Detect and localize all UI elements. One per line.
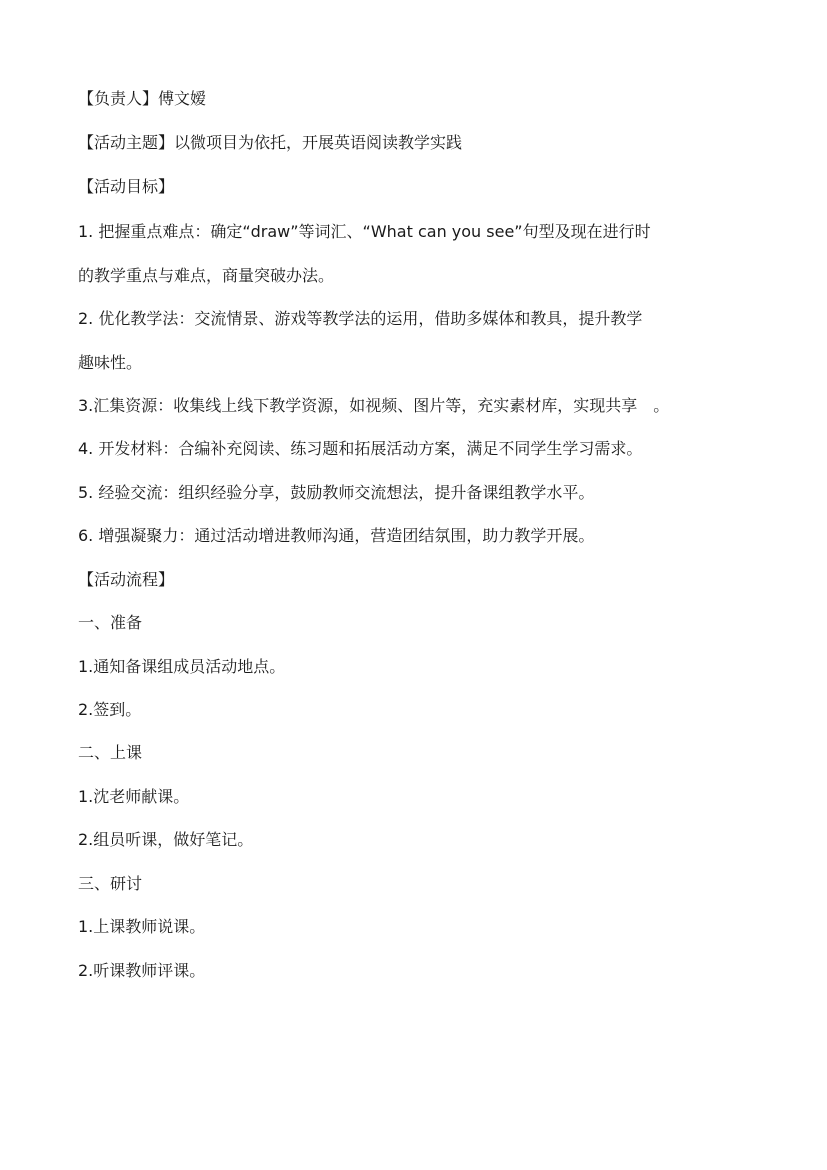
activity-goals-heading: 【活动目标】: [78, 177, 175, 196]
prepare-item-2: 2.签到。: [78, 700, 142, 719]
activity-theme-line: 【活动主题】以微项目为依托，开展英语阅读教学实践: [78, 133, 463, 152]
goal-4-line: 4. 开发材料：合编补充阅读、练习题和拓展活动方案，满足不同学生学习需求。: [78, 439, 643, 458]
section-class-heading: 二、上课: [78, 743, 143, 762]
class-item-1: 1.沈老师献课。: [78, 787, 190, 806]
activity-process-heading: 【活动流程】: [78, 570, 175, 589]
goal-5-line: 5. 经验交流：组织经验分享，鼓励教师交流想法，提升备课组教学水平。: [78, 483, 595, 502]
discussion-item-1: 1.上课教师说课。: [78, 917, 206, 936]
section-discussion-heading: 三、研讨: [78, 874, 143, 893]
goal-1-line-2: 的教学重点与难点，商量突破办法。: [78, 266, 335, 285]
prepare-item-1: 1.通知备课组成员活动地点。: [78, 657, 286, 676]
responsible-person-line: 【负责人】傅文嫒: [78, 89, 207, 108]
goal-6-line: 6. 增强凝聚力：通过活动增进教师沟通，营造团结氛围，助力教学开展。: [78, 526, 595, 545]
goal-3-line: 3.汇集资源：收集线上线下教学资源，如视频、图片等，充实素材库，实现共享 。: [78, 396, 670, 415]
goal-1-line-1: 1. 把握重点难点：确定“draw”等词汇、“What can you see”句型及现在进行时: [78, 222, 651, 241]
class-item-2: 2.组员听课，做好笔记。: [78, 830, 254, 849]
goal-2-line-2: 趣味性。: [78, 353, 143, 372]
discussion-item-2: 2.听课教师评课。: [78, 961, 206, 980]
section-prepare-heading: 一、准备: [78, 613, 143, 632]
goal-2-line-1: 2. 优化教学法：交流情景、游戏等教学法的运用，借助多媒体和教具，提升教学: [78, 309, 643, 328]
